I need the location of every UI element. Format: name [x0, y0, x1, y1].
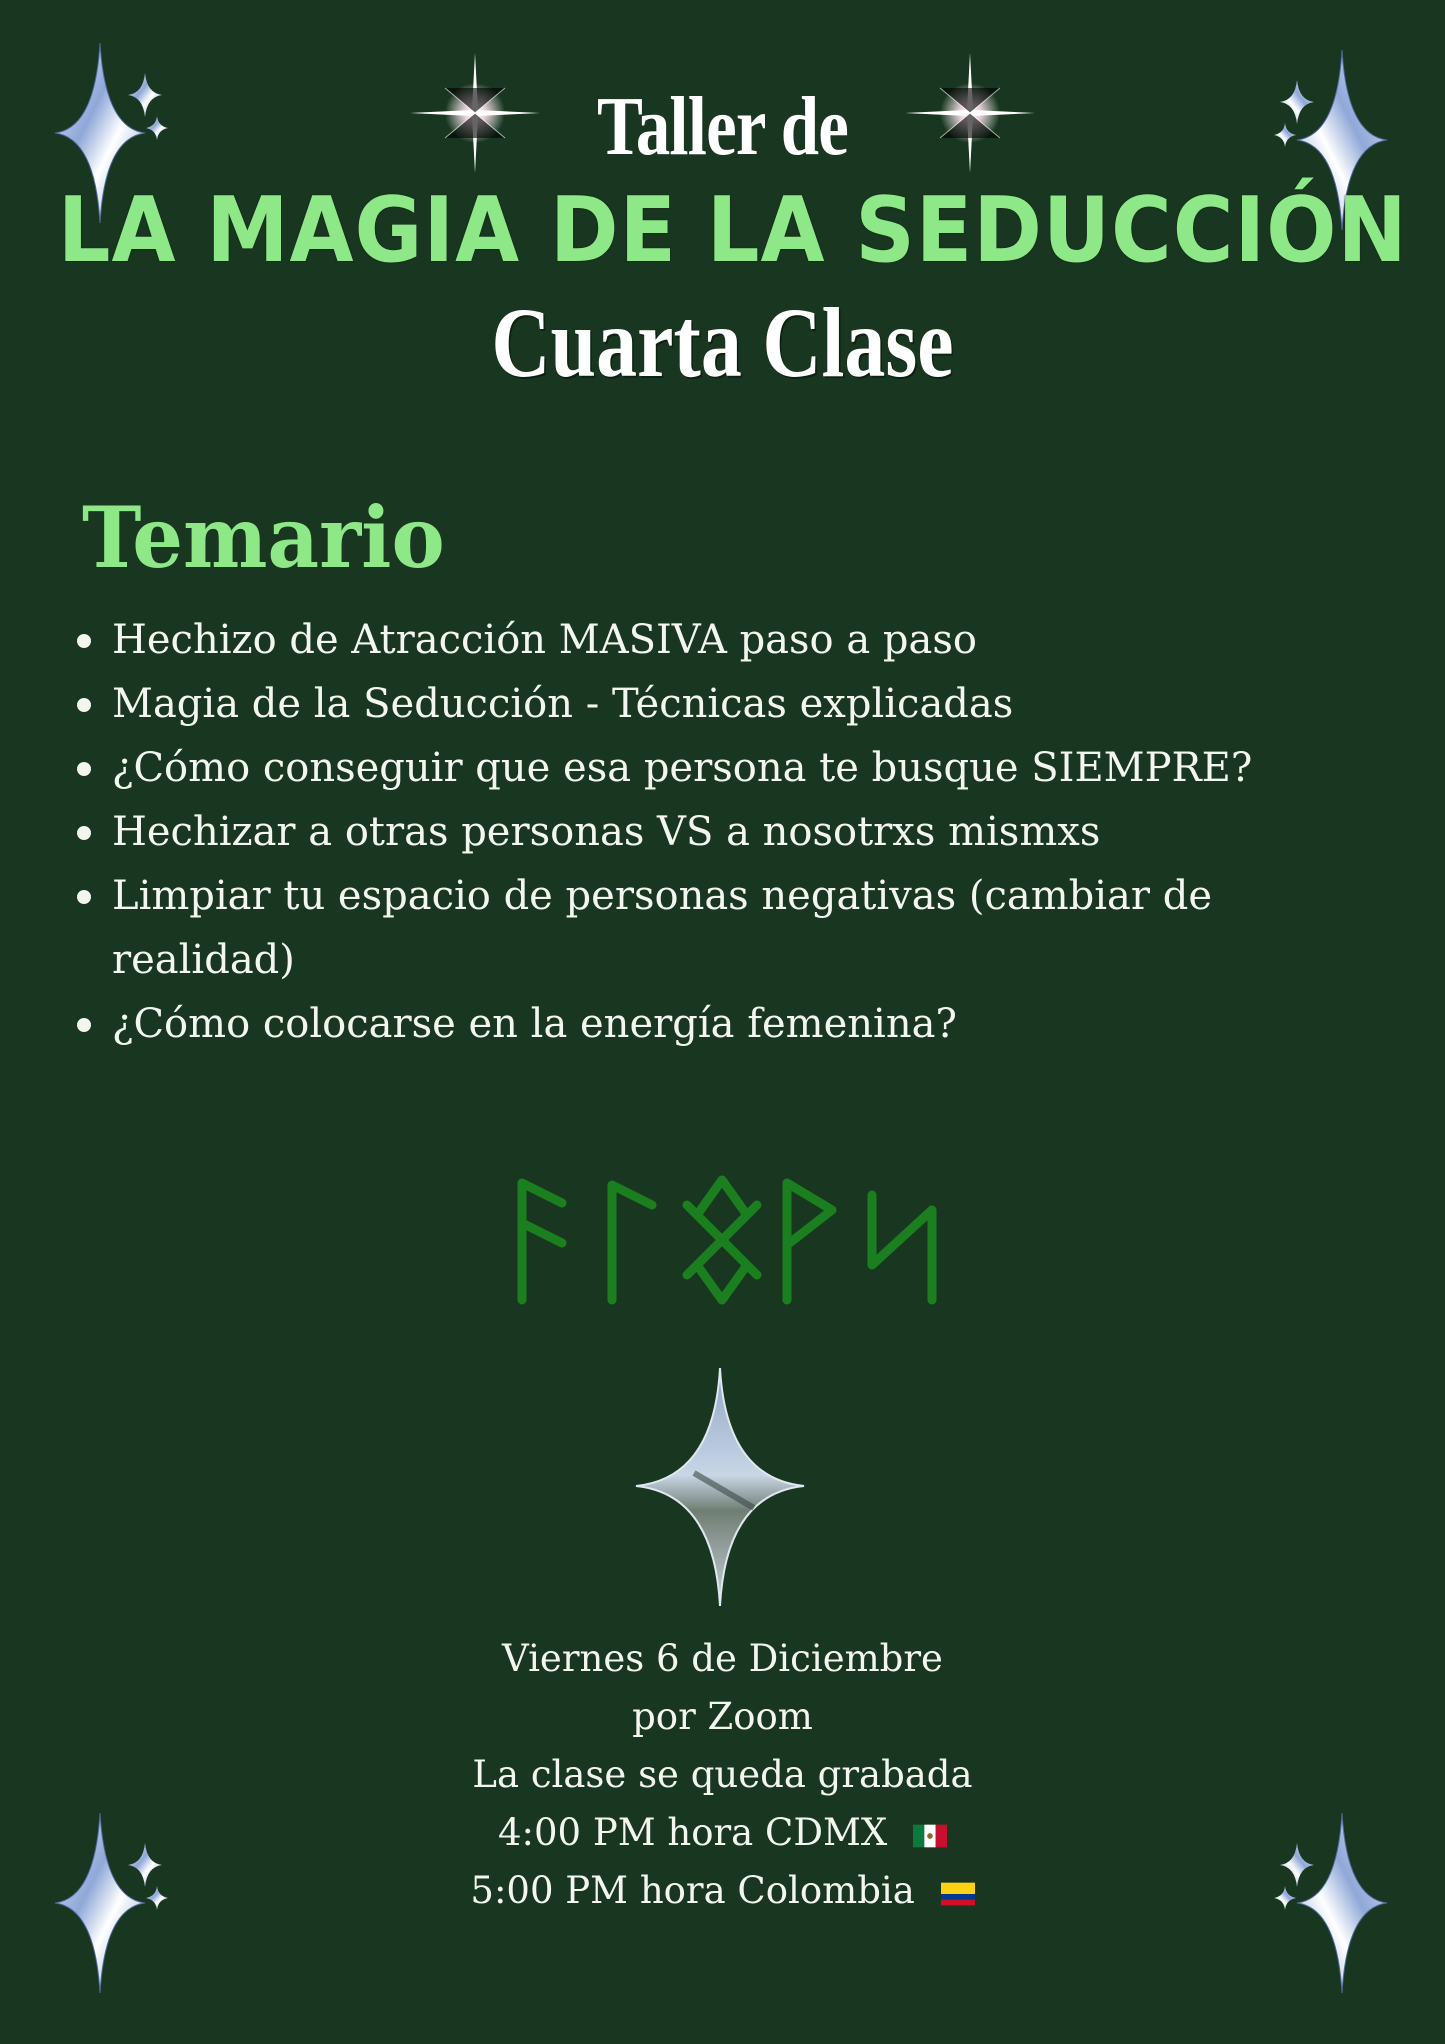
sparkle-center-icon [634, 1368, 806, 1608]
page-subtitle: Cuarta Clase [491, 287, 954, 398]
event-time-colombia-row [0, 1862, 1445, 1920]
list-item: ¿Cómo conseguir que esa persona te busque SIEMPRE? [72, 736, 1332, 800]
runes-icon [512, 1175, 942, 1305]
list-item: Hechizar a otras personas VS a nosotrxs mismxs [72, 800, 1332, 864]
event-recording: La clase se queda grabada [472, 1753, 973, 1796]
event-platform: por Zoom [632, 1695, 813, 1738]
section-heading: Temario [82, 488, 445, 587]
event-time-mexico-row [0, 1804, 1445, 1862]
header-line1: Taller de [597, 80, 848, 173]
topic-list [72, 608, 1332, 1056]
list-item: Limpiar tu espacio de personas negativas (cambiar de realidad) [72, 864, 1332, 992]
list-item: ¿Cómo colocarse en la energía femenina? [72, 992, 1332, 1056]
flag-colombia-icon [941, 1882, 975, 1906]
event-date: Viernes 6 de Diciembre [502, 1637, 943, 1680]
page-title: LA MAGIA DE LA SEDUCCIÓN [57, 178, 1408, 283]
event-info [0, 1630, 1445, 1920]
list-item: Hechizo de Atracción MASIVA paso a paso [72, 608, 1332, 672]
list-item: Magia de la Seducción - Técnicas explicadas [72, 672, 1332, 736]
flag-mexico-icon [913, 1824, 947, 1848]
event-time-colombia: 5:00 PM hora Colombia [470, 1869, 915, 1912]
event-time-mexico: 4:00 PM hora CDMX [498, 1811, 888, 1854]
